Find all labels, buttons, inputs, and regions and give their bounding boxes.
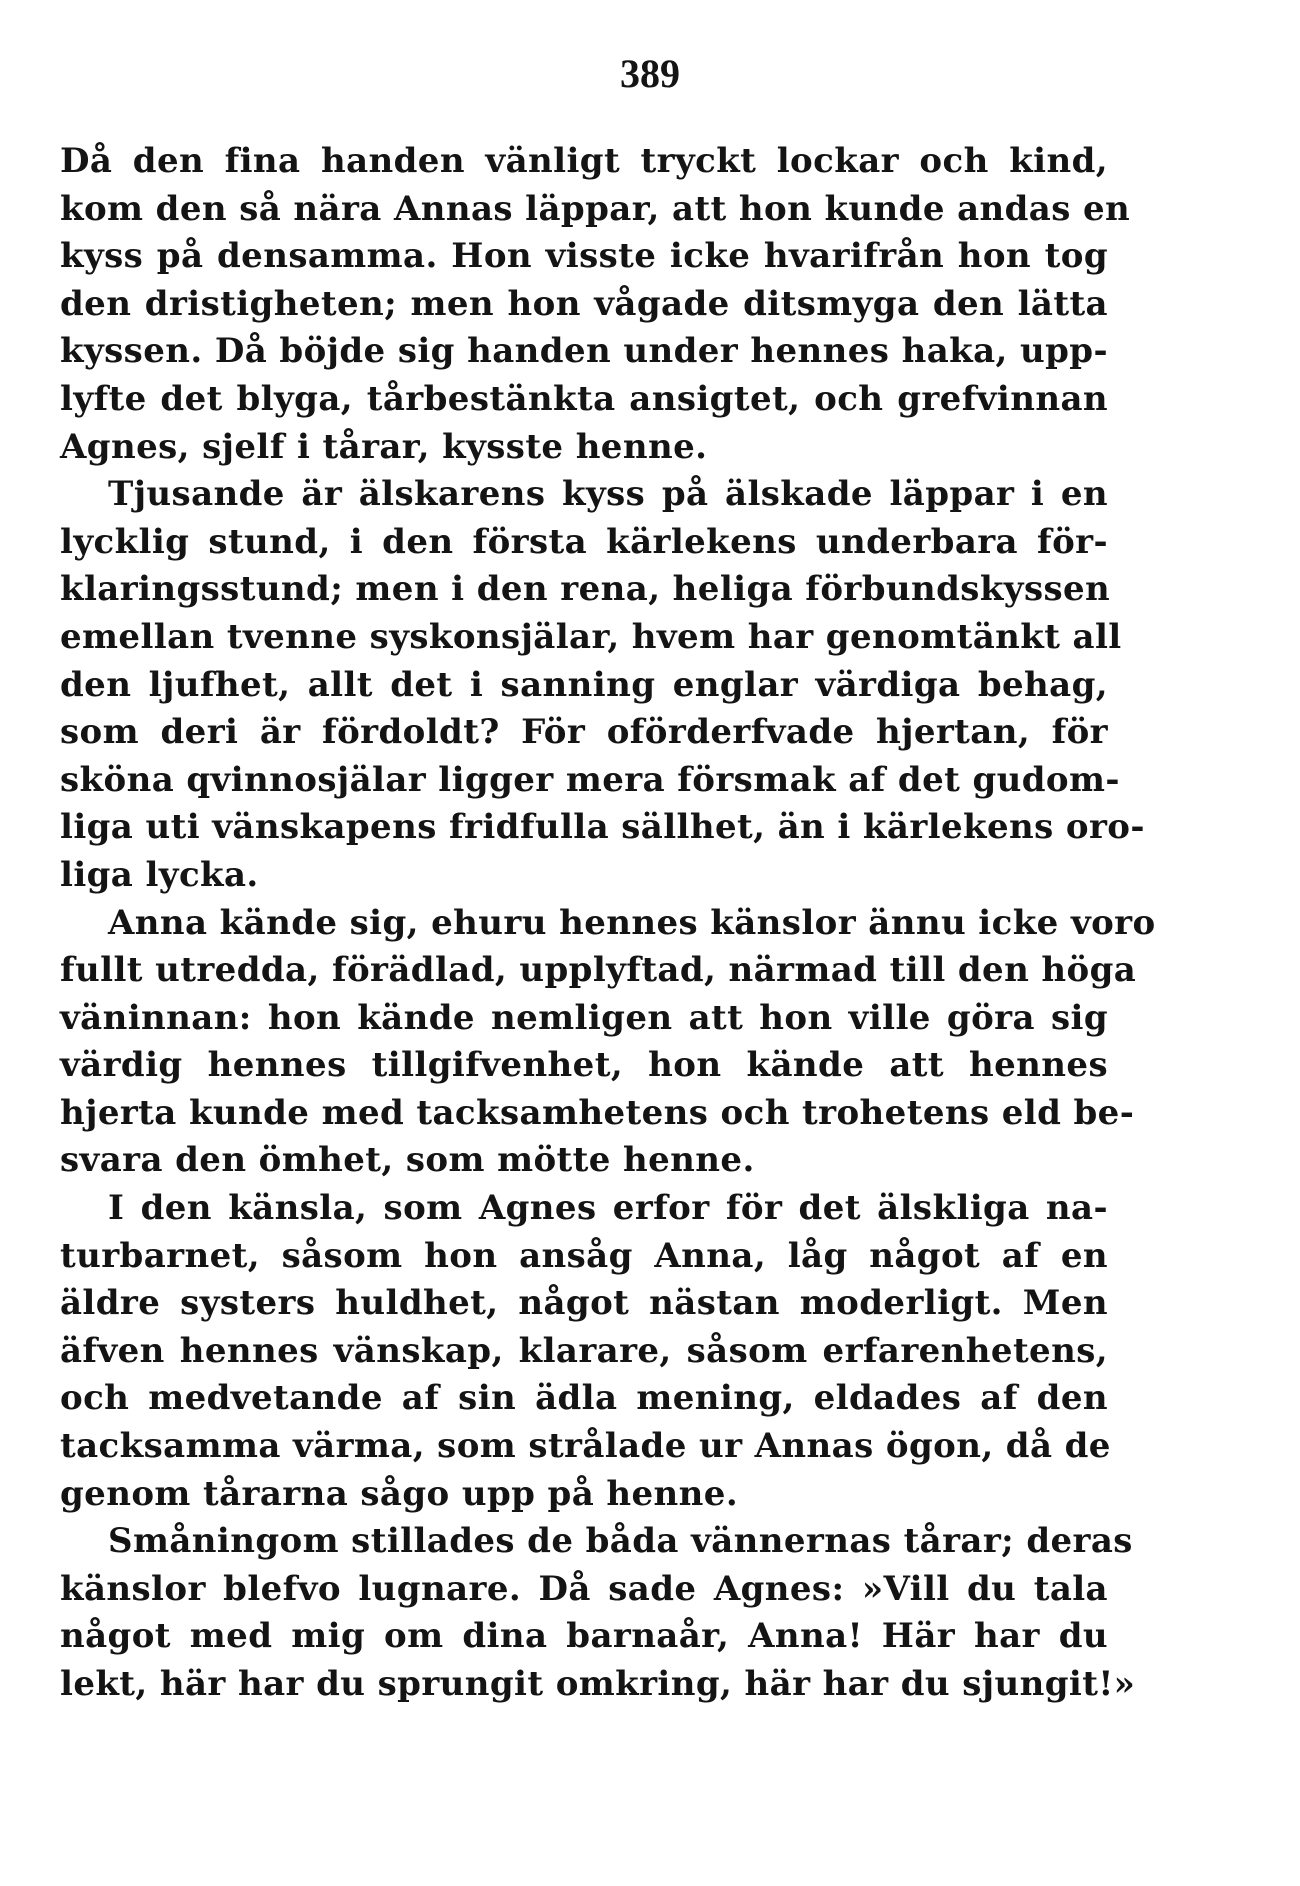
text-line: I den känsla, som Agnes erfor för det älskliga na- [108,1188,1108,1229]
text-line: genom tårarna sågo upp på henne. [60,1473,739,1514]
text-line: svara den ömhet, som mötte henne. [60,1140,755,1181]
text-line: äfven hennes vänskap, klarare, såsom erfarenhetens, [60,1330,1108,1371]
text-line: liga lycka. [60,854,259,895]
text-line: den dristigheten; men hon vågade ditsmyga den lätta [60,283,1108,324]
text-line: klaringsstund; men i den rena, heliga förbundskyssen [60,569,1111,610]
text-line: något med mig om dina barnaår, Anna! Här har du [60,1616,1108,1657]
page-number: 389 [620,51,680,96]
text-line: värdig hennes tillgifvenhet, hon kände att hennes [60,1045,1108,1086]
text-line: den ljufhet, allt det i sanning englar värdiga behag, [60,664,1108,705]
text-line: Anna kände sig, ehuru hennes känslor ännu icke voro [108,902,1156,943]
paragraph [60,900,1156,1186]
text-line: Då den fina handen vänligt tryckt lockar och kind, [60,141,1108,181]
text-line: fullt utredda, förädlad, upplyftad, närmad till den höga [60,950,1137,991]
text-line: känslor blefvo lugnare. Då sade Agnes: »Vill du tala [60,1568,1108,1609]
text-line: turbarnet, såsom hon ansåg Anna, låg något af en [60,1235,1108,1276]
text-line: väninnan: hon kände nemligen att hon ville göra sig [60,997,1108,1038]
text-line: Tjusande är älskarens kyss på älskade läppar i en [108,474,1108,515]
paragraph [60,471,1145,899]
paragraph [60,1518,1136,1708]
text-line: kom den så nära Annas läppar, att hon kunde andas en [60,188,1131,229]
text-line: Agnes, sjelf i tårar, kysste henne. [60,426,708,467]
text-line: och medvetande af sin ädla mening, eldades af den [60,1378,1108,1419]
paragraph [60,138,1131,471]
text-line: lycklig stund, i den första kärlekens underbara för- [60,521,1108,562]
text-line: som deri är fördoldt? För oförderfvade hjertan, för [60,712,1108,753]
text-line: lyfte det blyga, tårbestänkta ansigtet, och grefvinnan [60,378,1108,419]
text-line: Småningom stillades de båda vännernas tårar; deras [108,1521,1133,1562]
body-text [60,138,1156,1709]
text-line: emellan tvenne syskonsjälar, hvem har genomtänkt all [60,616,1122,657]
text-line: kyss på densamma. Hon visste icke hvarifrån hon tog [60,236,1108,277]
text-line: äldre systers huldhet, något nästan moderligt. Men [60,1283,1108,1324]
paragraph [60,1185,1111,1518]
text-line: tacksamma värma, som strålade ur Annas ögon, då de [60,1426,1111,1467]
text-line: sköna qvinnosjälar ligger mera försmak af det gudom- [60,759,1120,800]
text-line: lekt, här har du sprungit omkring, här har du sjungit!» [60,1664,1136,1704]
text-line: kyssen. Då böjde sig handen under hennes haka, upp- [60,331,1108,372]
text-line: hjerta kunde med tacksamhetens och trohetens eld be- [60,1092,1135,1133]
text-line: liga uti vänskapens fridfulla sällhet, än i kärlekens oro- [60,807,1145,848]
